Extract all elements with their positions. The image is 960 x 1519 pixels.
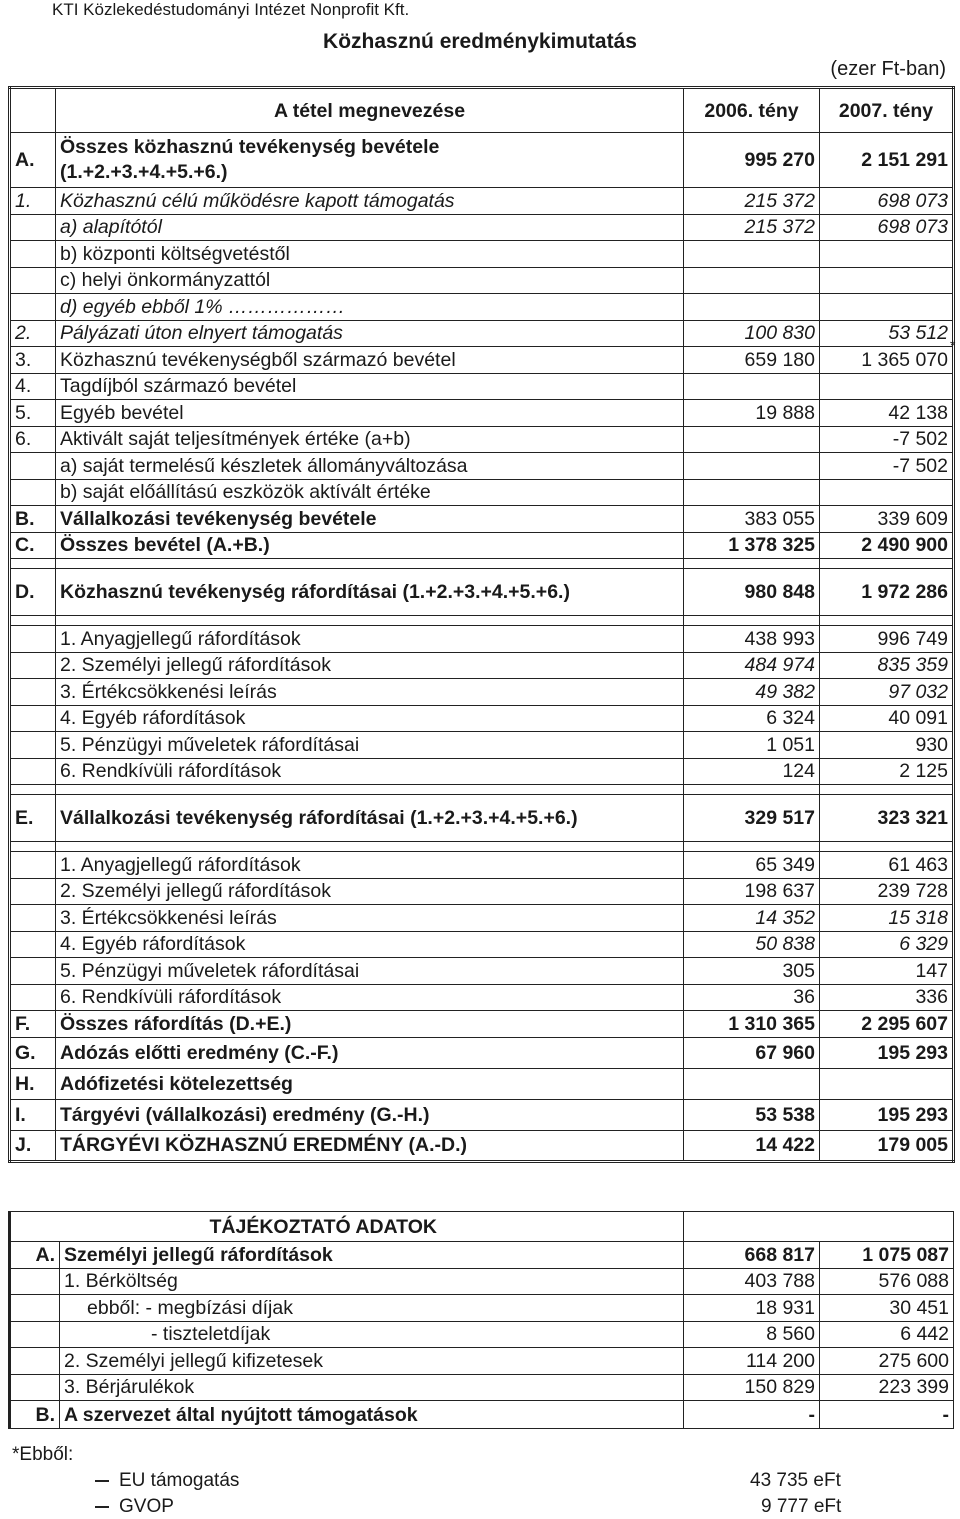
table-row: 5. Pénzügyi műveletek ráfordításai 305 147 [10, 958, 954, 985]
table-row: 3. Értékcsökkenési leírás 14 352 15 318 [10, 905, 954, 932]
table-row: a) alapítótól 215 372 698 073 [10, 214, 954, 241]
table-row: c) helyi önkormányzattól [10, 267, 954, 294]
table-row: a) saját termelésű készletek állományváltozása -7 502 [10, 453, 954, 480]
table-row: d) egyéb ebből 1% ……………… [10, 294, 954, 321]
spacer-row [10, 616, 954, 626]
footnote-value: 43 735 eFt [750, 1470, 841, 1491]
table-row: ebből: - megbízási díjak 18 931 30 451 [10, 1295, 954, 1322]
table-row: I. Tárgyévi (vállalkozási) eredmény (G.-H.) 53 538 195 293 [10, 1099, 954, 1130]
spacer-row [10, 842, 954, 852]
table-row: 6. Aktivált saját teljesítmények értéke (a+b) -7 502 [10, 426, 954, 453]
table-row: C. Összes bevétel (A.+B.) 1 378 325 2 490 900 [10, 532, 954, 559]
unit-label: (ezer Ft-ban) [830, 58, 946, 80]
footnote-marker: * [950, 337, 956, 353]
dash-icon [95, 1480, 109, 1482]
table-row: b) központi költségvetéstől [10, 241, 954, 268]
table-row: G. Adózás előtti eredmény (C.-F.) 67 960 195 293 [10, 1037, 954, 1068]
info-title-row [10, 1212, 954, 1242]
table-row: 5. Pénzügyi műveletek ráfordításai 1 051 930 [10, 732, 954, 759]
spacer-row [10, 559, 954, 569]
income-statement-table [8, 86, 955, 1163]
table-row: 4. Tagdíjból származó bevétel [10, 373, 954, 400]
table-row: 3. Értékcsökkenési leírás 49 382 97 032 [10, 679, 954, 706]
table-row: 2. Pályázati úton elnyert támogatás 100 830 53 512 [10, 320, 954, 347]
table-row: 1. Anyagjellegű ráfordítások 65 349 61 463 [10, 852, 954, 879]
table-row: 4. Egyéb ráfordítások 50 838 6 329 [10, 931, 954, 958]
table-row: 2. Személyi jellegű ráfordítások 198 637 239 728 [10, 878, 954, 905]
organization-name: KTI Közlekedéstudományi Intézet Nonprofit Kft. [52, 0, 410, 19]
table-row: 6. Rendkívüli ráfordítások 124 2 125 [10, 758, 954, 785]
table-row: A. Összes közhasznú tevékenység bevétele (1.+2.+3.+4.+5.+6.) 995 270 2 151 291 [10, 133, 954, 188]
table-row: J. TÁRGYÉVI KÖZHASZNÚ EREDMÉNY (A.-D.) 14 422 179 005 [10, 1130, 954, 1161]
table-row: D. Közhasznú tevékenység ráfordításai (1.+2.+3.+4.+5.+6.) 980 848 1 972 286 [10, 569, 954, 616]
table-row: 4. Egyéb ráfordítások 6 324 40 091 [10, 705, 954, 732]
footnote-label: *Ebből: [12, 1444, 74, 1465]
footnote-item: EU támogatás [95, 1470, 239, 1492]
table-row: H. Adófizetési kötelezettség [10, 1068, 954, 1099]
table-row: b) saját előállítású eszközök aktívált értéke [10, 479, 954, 506]
footnote-value: 9 777 eFt [761, 1496, 842, 1517]
table-row: 1. Anyagjellegű ráfordítások 438 993 996 749 [10, 626, 954, 653]
table-row: B. Vállalkozási tevékenység bevétele 383 055 339 609 [10, 506, 954, 533]
table-row: 5. Egyéb bevétel 19 888 42 138 [10, 400, 954, 427]
table-row: 3. Bérjárulékok 150 829 223 399 [10, 1374, 954, 1401]
column-header-2007: 2007. tény [820, 88, 954, 133]
footnote-item: GVOP [95, 1496, 174, 1518]
table-row: 3. Közhasznú tevékenységből származó bevétel 659 180 1 365 070 [10, 347, 954, 374]
page-title: Közhasznú eredménykimutatás [323, 30, 637, 53]
table-row: F. Összes ráfordítás (D.+E.) 1 310 365 2 295 607 [10, 1011, 954, 1038]
info-title: TÁJÉKOZTATÓ ADATOK [60, 1212, 684, 1242]
header-row [10, 88, 954, 133]
table-row: E. Vállalkozási tevékenység ráfordításai (1.+2.+3.+4.+5.+6.) 329 517 323 321 [10, 795, 954, 842]
table-row: A. Személyi jellegű ráfordítások 668 817 1 075 087 [10, 1242, 954, 1269]
table-row: 2. Személyi jellegű ráfordítások 484 974 835 359 [10, 652, 954, 679]
column-header-name: A tétel megnevezése [56, 88, 684, 133]
table-row: 1. Bérköltség 403 788 576 088 [10, 1268, 954, 1295]
spacer-row [10, 785, 954, 795]
info-table [8, 1211, 954, 1429]
table-row: - tiszteletdíjak 8 560 6 442 [10, 1321, 954, 1348]
dash-icon [95, 1506, 109, 1508]
table-row: 6. Rendkívüli ráfordítások 36 336 [10, 984, 954, 1011]
table-row: B. A szervezet által nyújtott támogatások - - [10, 1401, 954, 1429]
column-header-2006: 2006. tény [684, 88, 820, 133]
table-row: 1. Közhasznú célú működésre kapott támogatás 215 372 698 073 [10, 188, 954, 215]
table-row: 2. Személyi jellegű kifizetesek 114 200 275 600 [10, 1348, 954, 1375]
